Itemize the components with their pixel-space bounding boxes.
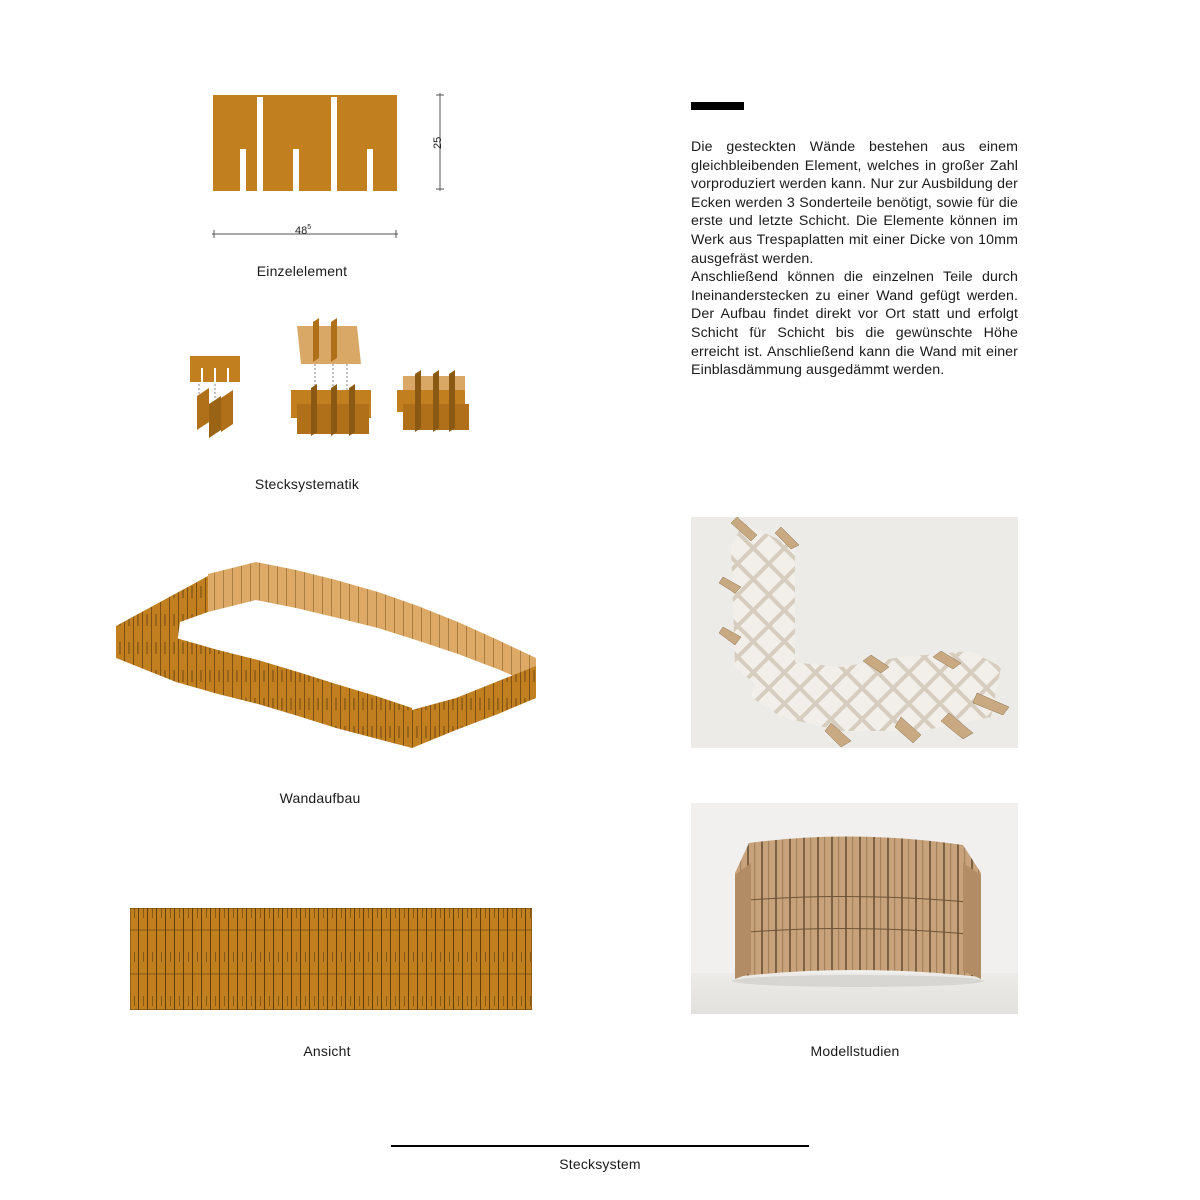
description-paragraph-1: Die gesteckten Wände bestehen aus einem gleichbleibenden Element, welches in großer Zahl vorproduziert werden kann. Nur zur Ausbildung der Ecken werden 3 Sonderteile benötigt, sowie für die erste und letzte Schicht. Die Elemente können im Werk aus Trespaplatten mit einer Dicke von 10mm ausgefräst werden. [691, 139, 1018, 267]
model-photo-corner [691, 517, 1018, 748]
caption-stecksystematik: Stecksystematik [254, 476, 360, 492]
single-element-shape [213, 95, 397, 191]
wall-assembly-drawing [116, 548, 540, 752]
caption-wandaufbau: Wandaufbau [279, 790, 361, 806]
caption-modellstudien: Modellstudien [810, 1043, 900, 1059]
description-paragraph-2: Anschließend können die einzelnen Teile durch Ineinanderstecken zu einer Wand gefügt werden. Der Aufbau findet direkt vor Ort statt und erfolgt Schicht für Schicht bis die gewünschte Höhe erreicht ist. Anschließend kann die Wand mit einer Einblasdämmung ausgedämmt werden. [691, 269, 1018, 379]
dim-height-label: 25 [432, 136, 444, 149]
wall-front [116, 628, 412, 748]
footer-rule [391, 1145, 809, 1147]
caption-einzelelement: Einzelelement [256, 263, 348, 279]
page-title: Stecksystem [559, 1156, 641, 1172]
assembly-step-3 [397, 370, 469, 432]
description-text [691, 138, 1018, 380]
assembly-step-1 [190, 356, 240, 438]
model-photo-wall [691, 803, 1018, 1014]
dim-width-label: $48^5$ [295, 224, 312, 237]
single-element-drawing [200, 85, 460, 245]
elevation-view-drawing [130, 908, 532, 1010]
section-marker-bar [691, 102, 744, 110]
plug-system-diagram [185, 318, 485, 448]
assembly-step-2 [291, 318, 371, 436]
wall-right [412, 666, 536, 748]
caption-ansicht: Ansicht [303, 1043, 351, 1059]
